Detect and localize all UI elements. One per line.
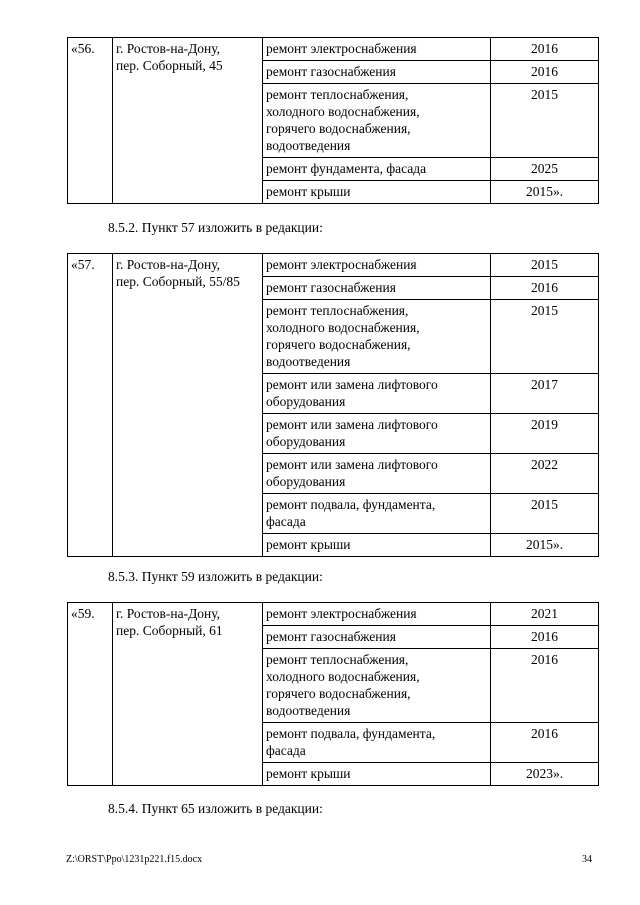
- work-year: 2016: [491, 626, 599, 649]
- work-year: 2015: [491, 300, 599, 374]
- work-type: [263, 454, 491, 494]
- work-line: ремонт подвала, фундамента,: [266, 726, 436, 741]
- item-59-table: [67, 602, 599, 786]
- item-number: «59.: [68, 603, 113, 786]
- work-year: 2016: [491, 649, 599, 723]
- table-row: [68, 254, 599, 277]
- work-type: [263, 414, 491, 454]
- work-line: ремонт или замена лифтового: [266, 417, 438, 432]
- work-year: 2023».: [491, 763, 599, 786]
- work-type: [263, 374, 491, 414]
- work-line: оборудования: [266, 394, 346, 409]
- page-number: 34: [582, 854, 592, 865]
- work-type: ремонт крыши: [263, 763, 491, 786]
- work-type: [263, 649, 491, 723]
- item-address: [113, 38, 263, 204]
- paragraph: 8.5.4. Пункт 65 изложить в редакции:: [108, 801, 323, 816]
- work-year: 2015: [491, 254, 599, 277]
- work-year: 2016: [491, 61, 599, 84]
- work-line: ремонт или замена лифтового: [266, 457, 438, 472]
- item-57-table: [67, 253, 599, 557]
- work-type: ремонт фундамента, фасада: [263, 158, 491, 181]
- address-line: г. Ростов-на-Дону,: [116, 257, 221, 272]
- work-type: ремонт крыши: [263, 534, 491, 557]
- work-type: ремонт газоснабжения: [263, 626, 491, 649]
- footer-file-path: Z:\ORST\Ppo\1231p221.f15.docx: [66, 854, 203, 865]
- item-56-table: [67, 37, 599, 204]
- work-year: 2015: [491, 84, 599, 158]
- work-line: горячего водоснабжения,: [266, 121, 411, 136]
- work-type: [263, 494, 491, 534]
- work-line: холодного водоснабжения,: [266, 320, 420, 335]
- work-line: оборудования: [266, 474, 346, 489]
- work-type: [263, 300, 491, 374]
- work-type: ремонт электроснабжения: [263, 38, 491, 61]
- work-line: водоотведения: [266, 703, 351, 718]
- work-line: горячего водоснабжения,: [266, 686, 411, 701]
- work-line: горячего водоснабжения,: [266, 337, 411, 352]
- work-line: водоотведения: [266, 354, 351, 369]
- work-year: 2025: [491, 158, 599, 181]
- table-row: [68, 603, 599, 626]
- address-line: пер. Соборный, 61: [116, 623, 223, 638]
- work-type: ремонт электроснабжения: [263, 254, 491, 277]
- item-address: [113, 254, 263, 557]
- work-year: 2021: [491, 603, 599, 626]
- work-year: 2015».: [491, 181, 599, 204]
- work-line: ремонт теплоснабжения,: [266, 303, 409, 318]
- work-line: фасада: [266, 743, 306, 758]
- address-line: пер. Соборный, 45: [116, 58, 223, 73]
- work-line: ремонт теплоснабжения,: [266, 87, 409, 102]
- address-line: г. Ростов-на-Дону,: [116, 41, 221, 56]
- work-type: [263, 723, 491, 763]
- paragraph: 8.5.3. Пункт 59 изложить в редакции:: [108, 569, 323, 584]
- work-year: 2022: [491, 454, 599, 494]
- address-line: г. Ростов-на-Дону,: [116, 606, 221, 621]
- work-line: фасада: [266, 514, 306, 529]
- work-type: ремонт газоснабжения: [263, 277, 491, 300]
- item-number: «56.: [68, 38, 113, 204]
- item-address: [113, 603, 263, 786]
- work-year: 2017: [491, 374, 599, 414]
- paragraph: 8.5.2. Пункт 57 изложить в редакции:: [108, 220, 323, 235]
- address-line: пер. Соборный, 55/85: [116, 274, 240, 289]
- work-year: 2016: [491, 723, 599, 763]
- work-type: ремонт газоснабжения: [263, 61, 491, 84]
- work-year: 2019: [491, 414, 599, 454]
- work-type: ремонт крыши: [263, 181, 491, 204]
- work-year: 2015: [491, 494, 599, 534]
- work-line: оборудования: [266, 434, 346, 449]
- work-line: холодного водоснабжения,: [266, 104, 420, 119]
- work-type: ремонт электроснабжения: [263, 603, 491, 626]
- work-line: холодного водоснабжения,: [266, 669, 420, 684]
- work-type: [263, 84, 491, 158]
- item-number: «57.: [68, 254, 113, 557]
- work-line: ремонт или замена лифтового: [266, 377, 438, 392]
- work-line: ремонт теплоснабжения,: [266, 652, 409, 667]
- work-year: 2016: [491, 277, 599, 300]
- work-line: водоотведения: [266, 138, 351, 153]
- table-row: [68, 38, 599, 61]
- work-year: 2016: [491, 38, 599, 61]
- work-year: 2015».: [491, 534, 599, 557]
- work-line: ремонт подвала, фундамента,: [266, 497, 436, 512]
